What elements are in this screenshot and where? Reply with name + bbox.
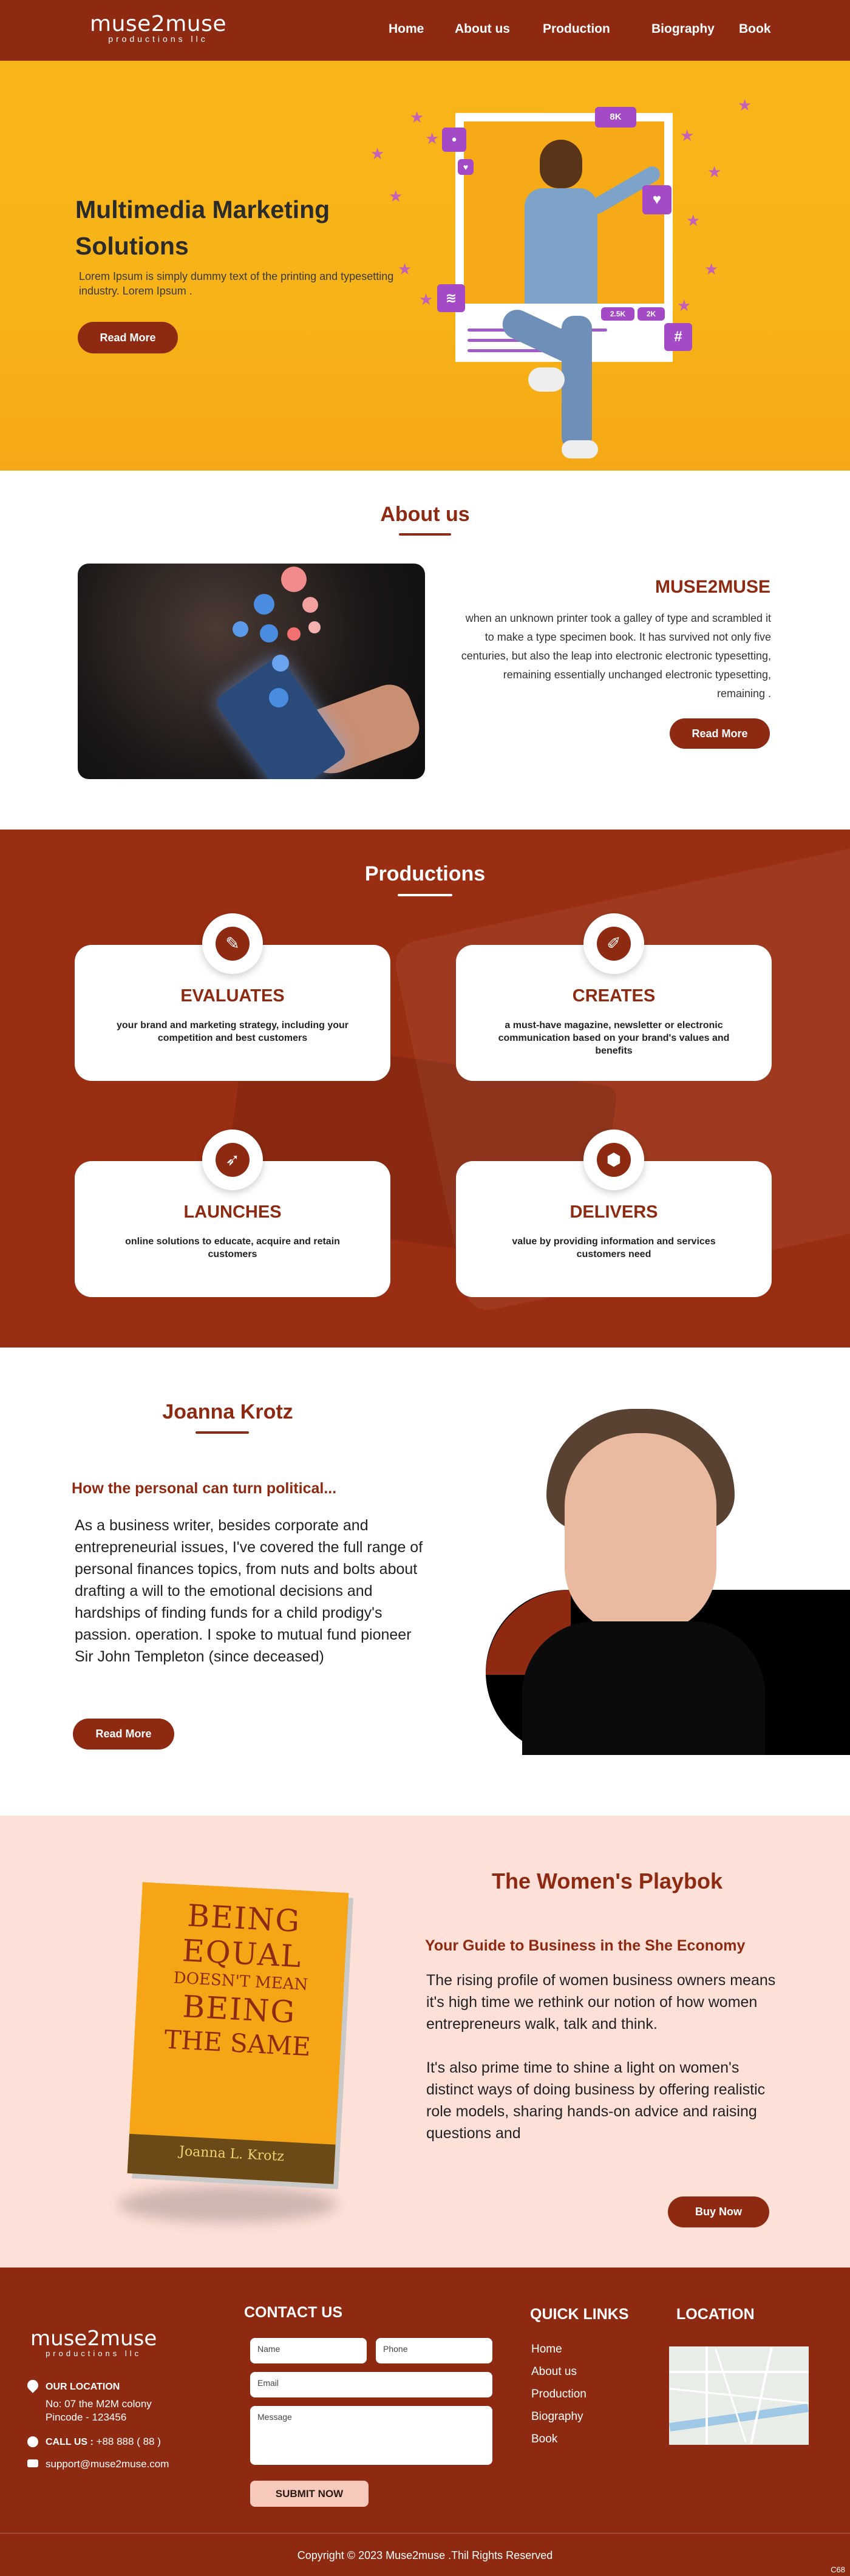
message-field[interactable]: Message — [250, 2406, 492, 2465]
address-line: Pincode - 123456 — [46, 2411, 127, 2423]
like-icon — [269, 688, 288, 707]
name-field[interactable]: Name — [250, 2338, 367, 2363]
like-icon — [233, 621, 248, 637]
like-icon — [272, 655, 289, 672]
book-author: Joanna L. Krotz — [127, 2134, 336, 2184]
heart-icon — [281, 567, 307, 592]
person-body — [525, 188, 597, 304]
card-title: LAUNCHES — [183, 1202, 282, 1222]
location-title: LOCATION — [676, 2306, 755, 2323]
clipboard-icon: ✎ — [216, 927, 250, 961]
card-icon-circle — [202, 913, 263, 974]
card-icon-circle — [202, 1130, 263, 1190]
star-icon: ★ — [677, 296, 692, 315]
rocket-icon: ➶ — [216, 1143, 250, 1177]
email-icon — [27, 2459, 38, 2467]
star-icon: ★ — [410, 108, 424, 126]
heart-icon: ♥ — [458, 159, 474, 175]
star-icon: ★ — [398, 260, 412, 278]
nav-home[interactable]: Home — [389, 22, 424, 36]
playbook-subtitle: Your Guide to Business in the She Economy — [425, 1937, 746, 1954]
star-icon: ★ — [425, 129, 440, 148]
footer-link-about[interactable]: About us — [531, 2365, 577, 2378]
about-read-more-button[interactable]: Read More — [670, 718, 770, 749]
card-title: DELIVERS — [570, 1202, 658, 1222]
likes-badge: 2.5K — [601, 307, 634, 321]
about-title: About us — [380, 503, 470, 526]
person-head — [540, 140, 582, 188]
book-title-line: EQUAL — [181, 1933, 303, 1975]
star-icon: ★ — [680, 126, 695, 145]
about-image — [78, 564, 425, 779]
package-icon: ⬢ — [597, 1143, 631, 1177]
book-title-line: BEING — [186, 1898, 302, 1940]
book-title-line: THE SAME — [163, 2024, 311, 2062]
photo — [464, 121, 664, 304]
like-icon — [254, 594, 274, 615]
about-heading: MUSE2MUSE — [654, 577, 770, 597]
submit-button[interactable]: SUBMIT NOW — [250, 2481, 369, 2507]
like-icon — [260, 624, 278, 642]
location-icon — [25, 2377, 40, 2393]
logo[interactable] — [90, 13, 226, 44]
footer-logo[interactable] — [30, 2328, 157, 2358]
about-text: when an unknown printer took a galley of type and scrambled it to make a type specimen book. It has survived not only five centuries, but also the leap into electronic electronic typesetting, remaining essentially unchanged electronic typesetting, remaining . — [461, 612, 771, 700]
footer-link-book[interactable]: Book — [531, 2433, 558, 2445]
contact-title: CONTACT US — [244, 2304, 343, 2321]
productions-section — [0, 830, 850, 1348]
card-evaluates — [75, 934, 390, 1081]
quick-links-title: QUICK LINKS — [530, 2306, 629, 2323]
star-icon: ★ — [704, 260, 719, 278]
about-title-underline — [399, 533, 451, 536]
card-text: online solutions to educate, acquire and retain customers — [125, 1236, 340, 1259]
chat-icon: ● — [442, 128, 466, 152]
heart-icon — [302, 597, 318, 613]
wifi-icon: ≋ — [437, 284, 465, 312]
footer-link-home[interactable]: Home — [531, 2343, 562, 2356]
email-link[interactable]: support@muse2muse.com — [46, 2458, 169, 2470]
playbook-text — [426, 1969, 790, 2144]
top-nav — [0, 0, 850, 61]
star-icon: ★ — [738, 96, 752, 114]
bio-text: As a business writer, besides corporate and entrepreneurial issues, I've covered the full range of personal finances topics, from nuts and bolts about drafting a will to the emotional decisions and hardships of finding funds for a child prodigy's passion. operation. I spoke to mutual fund pioneer Sir John Templeton (since deceased) — [75, 1517, 423, 1665]
face — [565, 1433, 716, 1634]
location-map[interactable] — [669, 2346, 809, 2445]
comments-badge: 2K — [638, 307, 665, 321]
hero-read-more-button[interactable]: Read More — [78, 322, 178, 353]
book-cover — [127, 1882, 349, 2184]
playbook-title: The Women's Playbok — [492, 1869, 722, 1893]
phone-icon — [27, 2436, 38, 2447]
location-label: OUR LOCATION — [46, 2382, 120, 2392]
card-icon-circle — [583, 913, 644, 974]
heart-icon — [308, 621, 321, 633]
book-shadow — [118, 2186, 337, 2223]
logo-text: muse2muse — [90, 12, 226, 36]
book-title-line: DOESN'T MEAN — [173, 1969, 308, 1994]
star-icon: ★ — [419, 290, 433, 308]
hashtag-icon: # — [664, 323, 692, 351]
nav-book[interactable]: Book — [739, 22, 771, 36]
bio-read-more-button[interactable]: Read More — [73, 1719, 174, 1750]
edit-icon: ✐ — [597, 927, 631, 961]
card-title: CREATES — [572, 986, 656, 1006]
card-text: value by providing information and services customers need — [512, 1236, 716, 1259]
card-text: your brand and marketing strategy, including your competition and best customers — [117, 1020, 348, 1043]
address-line: No: 07 the M2M colony — [46, 2398, 152, 2410]
nav-about[interactable]: About us — [455, 22, 510, 36]
star-icon: ★ — [389, 187, 403, 205]
card-delivers — [456, 1150, 772, 1297]
bio-name: Joanna Krotz — [162, 1400, 293, 1423]
star-icon: ★ — [686, 211, 701, 230]
card-title: EVALUATES — [180, 986, 285, 1006]
copyright: Copyright © 2023 Muse2muse .Thil Rights Reserved — [297, 2549, 553, 2561]
footer-logo-subtext: productions llc — [46, 2349, 142, 2358]
book-title-line: BEING — [182, 1989, 297, 2030]
hero-title: Multimedia Marketing Solutions — [75, 196, 330, 260]
productions-title: Productions — [364, 862, 486, 885]
shirt — [522, 1621, 765, 1755]
nav-production[interactable]: Production — [543, 22, 610, 36]
card-creates — [456, 934, 772, 1081]
playbook-paragraph: It's also prime time to shine a light on women's distinct ways of doing business by offering realistic role models, sharing hands-on advice and raising questions and — [426, 2059, 766, 2142]
bio-name-underline — [195, 1431, 249, 1434]
footer-link-production[interactable]: Production — [531, 2388, 586, 2401]
hero-section — [0, 61, 850, 471]
footer-link-biography[interactable]: Biography — [531, 2410, 583, 2423]
footer-logo-text: muse2muse — [30, 2326, 157, 2351]
playbook-paragraph: The rising profile of women business owners means it's high time we rethink our notion of how women entrepreneurs walk, talk and think. — [426, 1972, 776, 2033]
hero-subtitle: Lorem Ipsum is simply dummy text of the printing and typesetting industry. Lorem Ipsum . — [79, 270, 394, 297]
followers-badge: 8K — [595, 107, 636, 128]
phone-field[interactable]: Phone — [376, 2338, 492, 2363]
productions-title-underline — [398, 894, 452, 896]
footer — [0, 2268, 850, 2576]
email-field[interactable]: Email — [250, 2372, 492, 2397]
person-legs — [504, 304, 607, 449]
buy-now-button[interactable]: Buy Now — [668, 2196, 769, 2227]
star-icon: ★ — [707, 163, 722, 181]
nav-biography[interactable]: Biography — [651, 22, 715, 36]
star-icon: ★ — [370, 145, 385, 163]
call-us[interactable]: CALL US : +88 888 ( 88 ) — [46, 2436, 161, 2447]
heart-icon: ♥ — [642, 185, 672, 214]
logo-subtext: productions llc — [108, 34, 208, 44]
bio-subtitle: How the personal can turn political... — [72, 1480, 337, 1497]
card-launches — [75, 1150, 390, 1297]
card-text: a must-have magazine, newsletter or electronic communication based on your brand's values and benefits — [498, 1020, 730, 1056]
author-portrait — [486, 1378, 850, 1755]
card-icon-circle — [583, 1130, 644, 1190]
corner-label: C68 — [831, 2565, 845, 2574]
heart-icon — [287, 627, 301, 641]
